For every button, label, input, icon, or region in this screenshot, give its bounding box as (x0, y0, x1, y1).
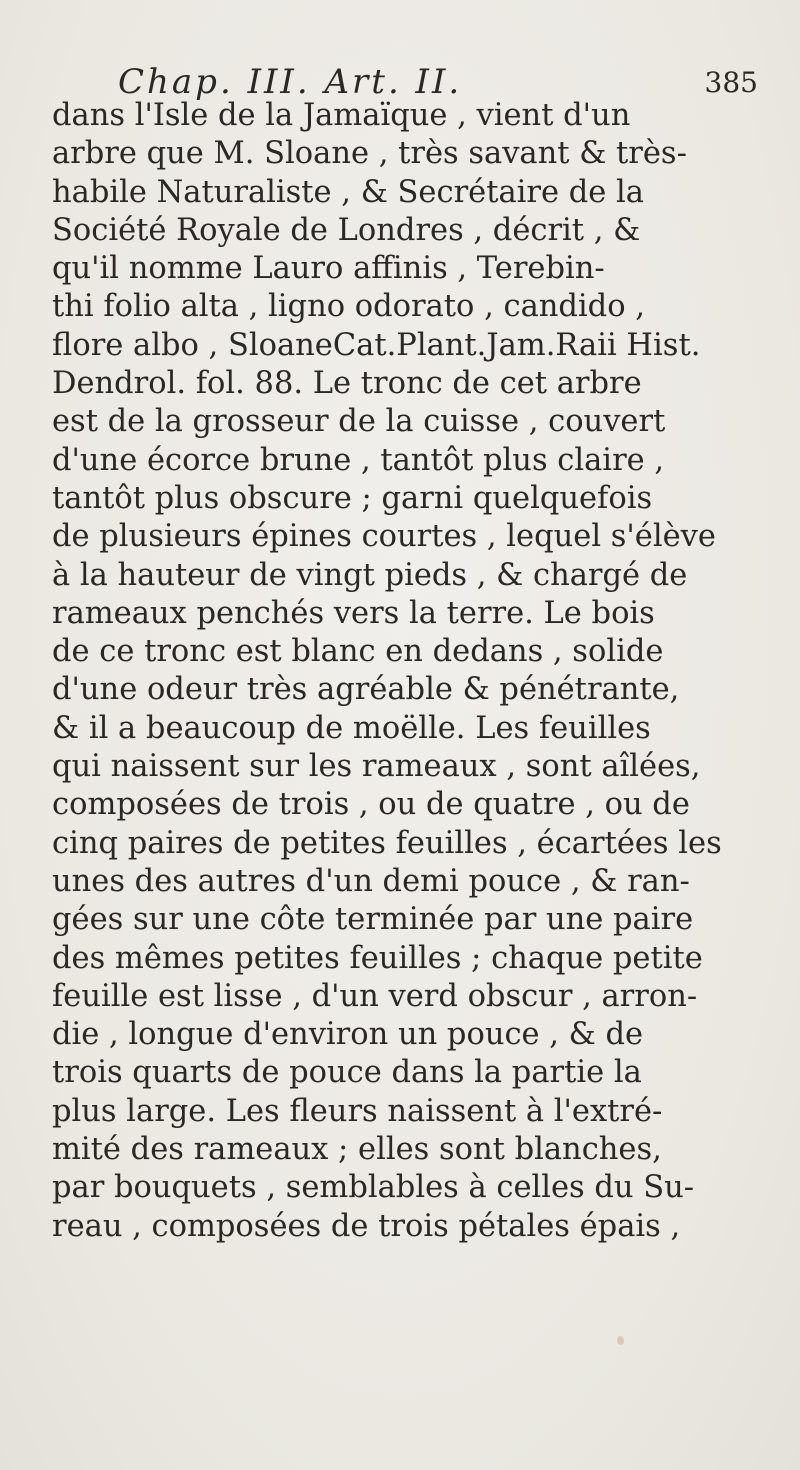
paper-spot (617, 1336, 624, 1345)
text-line: & il a beaucoup de moëlle. Les feuilles (52, 710, 651, 746)
running-title: Chap. III. Art. II. (118, 62, 463, 102)
text-line: composées de trois , ou de quatre , ou de (52, 787, 690, 823)
text-line: est de la grosseur de la cuisse , couvert (52, 404, 666, 440)
text-line: des mêmes petites feuilles ; chaque petite (52, 940, 703, 976)
text-line: flore albo , SloaneCat.Plant.Jam.Raii Hist. (52, 327, 701, 363)
text-line: qu'il nomme Lauro affinis , Terebin- (52, 251, 605, 287)
text-line: d'une odeur très agréable & pénétrante, (52, 672, 680, 708)
text-line: feuille est lisse , d'un verd obscur , arron- (52, 978, 698, 1014)
page-number: 385 (704, 66, 758, 99)
text-line: gées sur une côte terminée par une paire (52, 902, 694, 938)
text-line: à la hauteur de vingt pieds , & chargé de (52, 557, 688, 593)
text-line: die , longue d'environ un pouce , & de (52, 1017, 644, 1053)
text-line: cinq paires de petites feuilles , écartées les (52, 825, 722, 861)
text-line: d'une écorce brune , tantôt plus claire , (52, 442, 665, 478)
text-line: habile Naturaliste , & Secrétaire de la (52, 174, 644, 210)
text-line: de plusieurs épines courtes , lequel s'élève (52, 519, 716, 555)
text-line: plus large. Les fleurs naissent à l'extré- (52, 1093, 663, 1129)
text-line: trois quarts de pouce dans la partie la (52, 1055, 642, 1091)
body-text (52, 97, 772, 1246)
text-line: thi folio alta , ligno odorato , candido , (52, 289, 645, 325)
text-line: mité des rameaux ; elles sont blanches, (52, 1132, 662, 1168)
text-line: Dendrol. fol. 88. Le tronc de cet arbre (52, 366, 642, 402)
text-line: arbre que M. Sloane , très savant & très- (52, 136, 687, 172)
text-line: rameaux penchés vers la terre. Le bois (52, 595, 655, 631)
text-line: reau , composées de trois pétales épais , (52, 1208, 681, 1244)
text-line: par bouquets , semblables à celles du Su- (52, 1170, 695, 1206)
text-line: qui naissent sur les rameaux , sont aîlées, (52, 749, 701, 785)
text-line: unes des autres d'un demi pouce , & ran- (52, 863, 690, 899)
text-line: Société Royale de Londres , décrit , & (52, 212, 641, 248)
text-line: tantôt plus obscure ; garni quelquefois (52, 480, 653, 516)
text-line: dans l'Isle de la Jamaïque , vient d'un (52, 98, 631, 133)
text-line: de ce tronc est blanc en dedans , solide (52, 634, 664, 670)
